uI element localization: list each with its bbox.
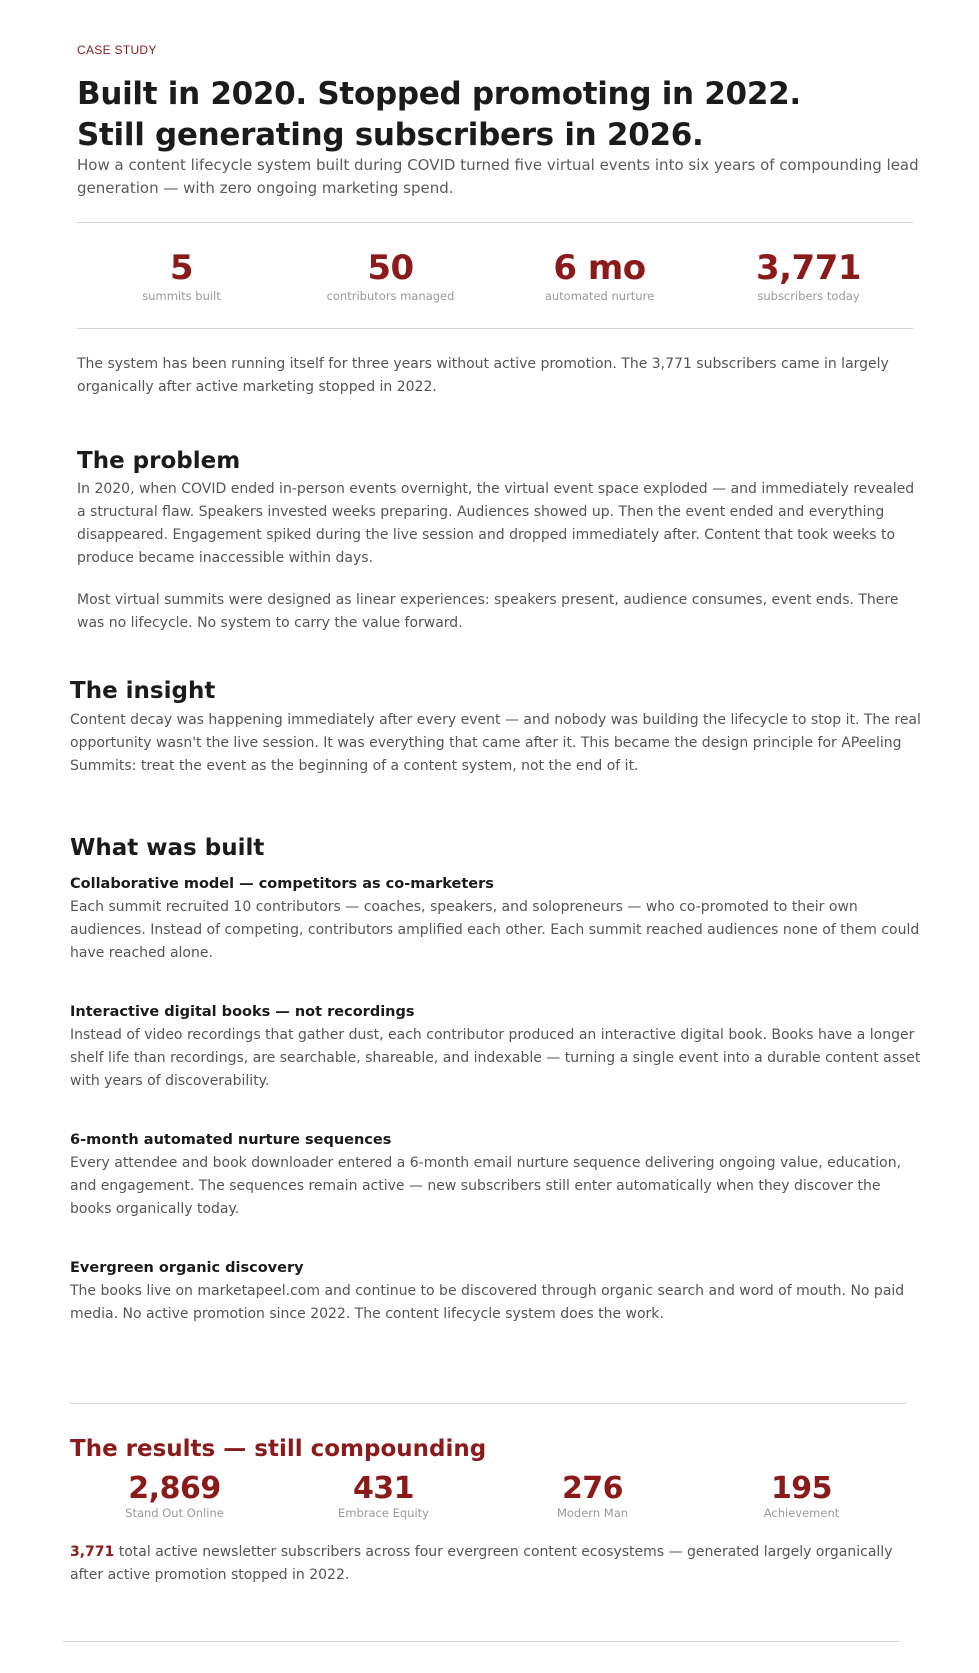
stat-value: 6 mo (553, 248, 646, 288)
result-stat (279, 1472, 488, 1520)
title-line-1: Built in 2020. Stopped promoting in 2022. (77, 76, 801, 112)
result-value: 2,869 (128, 1471, 221, 1506)
result-label: Embrace Equity (338, 1506, 429, 1520)
problem-paragraph-2: Most virtual summits were designed as linear experiences: speakers present, audience consumes, event ends. There was no lifecycle. No system to carry the value forward. (77, 592, 899, 631)
stat-label: contributors managed (326, 289, 455, 303)
stat-label: subscribers today (757, 289, 860, 303)
results-summary (70, 1541, 920, 1587)
result-stat (488, 1472, 697, 1520)
built-item-body: The books live on marketapeel.com and continue to be discovered through organic search and word of mouth. No paid media. No active promotion since 2022. The content lifecycle system does the work. (70, 1283, 905, 1322)
problem-heading: The problem (77, 448, 241, 474)
results-stats-row (70, 1472, 906, 1520)
divider-top (77, 222, 913, 223)
stat-contributors (286, 248, 495, 303)
divider-bottom (63, 1641, 899, 1642)
result-label: Achievement (763, 1506, 840, 1520)
summary-text: total active newsletter subscribers across four evergreen content ecosystems — generated largely organically after active promotion stopped in 2022. (70, 1544, 893, 1583)
page-title (77, 74, 937, 156)
stat-nurture (495, 248, 704, 303)
stat-value: 50 (367, 248, 414, 288)
built-item-title: 6-month automated nurture sequences (70, 1132, 392, 1148)
result-label: Stand Out Online (125, 1506, 224, 1520)
divider-stats (77, 328, 913, 329)
result-value: 431 (352, 1471, 415, 1506)
intro-paragraph: The system has been running itself for three years without active promotion. The 3,771 subscribers came in largely organically after active marketing stopped in 2022. (77, 356, 889, 395)
stat-value: 3,771 (755, 248, 862, 288)
results-heading: The results — still compounding (70, 1436, 487, 1462)
stat-subscribers (704, 248, 913, 303)
result-value: 195 (770, 1471, 833, 1506)
problem-paragraph-1: In 2020, when COVID ended in-person events overnight, the virtual event space exploded — and immediately revealed a structural flaw. Speakers invested weeks preparing. Audiences showed up. Then the event ended and everything disappeared. Engagement spiked during the live session and dropped immediately after. Content that took weeks to produce became inaccessible within days. (77, 481, 915, 566)
stat-value: 5 (169, 248, 194, 288)
built-item-title: Evergreen organic discovery (70, 1260, 304, 1276)
title-line-2: Still generating subscribers in 2026. (77, 117, 704, 153)
result-stat (70, 1472, 279, 1520)
built-item-body: Instead of video recordings that gather dust, each contributor produced an interactive digital book. Books have a longer shelf life than recordings, are searchable, shareable, and indexable — turning a single event into a durable content asset with years of discoverability. (70, 1027, 921, 1089)
insight-heading: The insight (70, 678, 216, 704)
built-heading: What was built (70, 835, 265, 861)
stats-row (77, 248, 913, 303)
divider-results (70, 1403, 906, 1404)
stat-label: summits built (142, 289, 221, 303)
insight-paragraph: Content decay was happening immediately after every event — and nobody was building the lifecycle to stop it. The real opportunity wasn't the live session. It was everything that came after it. This became the design principle for APeeling Summits: treat the event as the beginning of a content system, not the end of it. (70, 712, 921, 774)
built-item-body: Every attendee and book downloader entered a 6-month email nurture sequence delivering ongoing value, education, and engagement. The sequences remain active — new subscribers still enter automatically when they discover the books organically today. (70, 1155, 902, 1217)
built-item-body: Each summit recruited 10 contributors — coaches, speakers, and solopreneurs — who co-promoted to their own audiences. Instead of competing, contributors amplified each other. Each summit reached audiences none of them could have reached alone. (70, 899, 920, 961)
result-value: 276 (561, 1471, 624, 1506)
built-item-title: Collaborative model — competitors as co-marketers (70, 876, 494, 892)
summary-highlight: 3,771 (70, 1544, 115, 1560)
result-label: Modern Man (556, 1506, 629, 1520)
stat-summits (77, 248, 286, 303)
eyebrow-label: CASE STUDY (77, 43, 157, 57)
page-subtitle: How a content lifecycle system built during COVID turned five virtual events into six years of compounding lead generation — with zero ongoing marketing spend. (77, 156, 919, 197)
built-item-title: Interactive digital books — not recordings (70, 1004, 415, 1020)
stat-label: automated nurture (544, 289, 655, 303)
result-stat (697, 1472, 906, 1520)
